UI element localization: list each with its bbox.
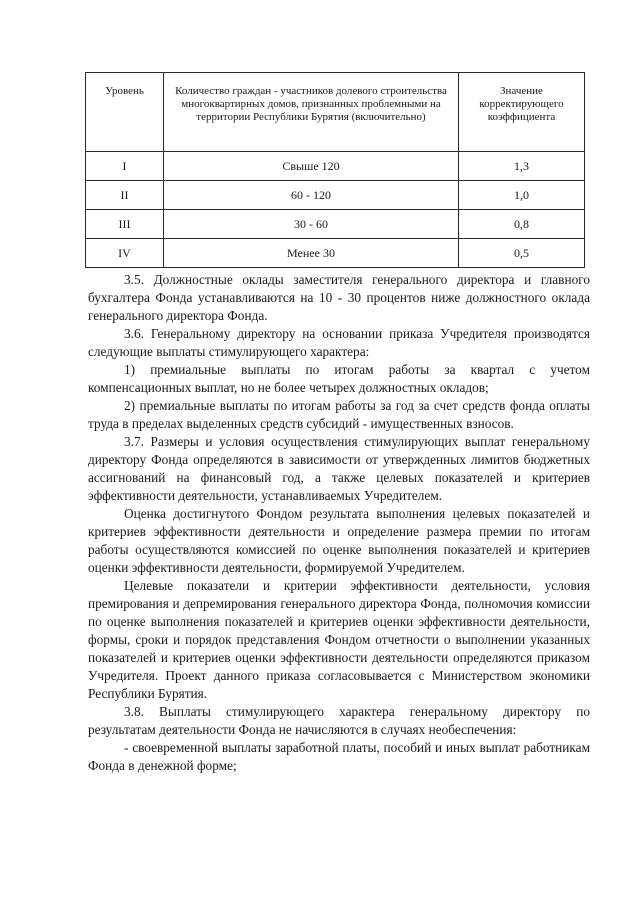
table-row (86, 152, 585, 181)
cell-coefficient: 1,3 (459, 152, 585, 181)
coefficient-table (85, 72, 585, 268)
paragraph-3-7: 3.7. Размеры и условия осуществления стимулирующих выплат генеральному директору Фонда определяются в зависимости от утвержденных лимитов бюджетных ассигнований на финансовый год, а также целевых показателей и критериев эффективности деятельности, устанавливаемых Учредителем. (88, 434, 590, 503)
cell-coefficient: 1,0 (459, 181, 585, 210)
document-body (88, 271, 590, 775)
paragraph-indicators: Целевые показатели и критерии эффективности деятельности, условия премирования и депремирования генерального директора Фонда, полномочия комиссии по оценке выполнения показателей и критериев оценки эффективности деятельности, формы, сроки и порядок представления Фондом отчетности о выполнении указанных показателей и критериев оценки эффективности деятельности определяются приказом Учредителя. Проект данного приказа согласовывается с Министерством экономики Республики Бурятия. (88, 578, 590, 701)
cell-count: 30 - 60 (164, 210, 459, 239)
cell-level: I (86, 152, 164, 181)
paragraph-list-item: - своевременной выплаты заработной платы, пособий и иных выплат работникам Фонда в денежной форме; (88, 740, 590, 773)
table-header-row (86, 73, 585, 152)
cell-level: IV (86, 239, 164, 268)
cell-count: 60 - 120 (164, 181, 459, 210)
cell-coefficient: 0,8 (459, 210, 585, 239)
paragraph-item-1: 1) премиальные выплаты по итогам работы за квартал с учетом компенсационных выплат, но не более четырех должностных окладов; (88, 362, 590, 395)
cell-coefficient: 0,5 (459, 239, 585, 268)
cell-count: Менее 30 (164, 239, 459, 268)
header-level: Уровень (86, 73, 164, 152)
paragraph-3-5: 3.5. Должностные оклады заместителя генерального директора и главного бухгалтера Фонда устанавливаются на 10 - 30 процентов ниже должностного оклада генерального директора Фонда. (88, 272, 590, 323)
cell-level: II (86, 181, 164, 210)
cell-count: Свыше 120 (164, 152, 459, 181)
paragraph-3-8: 3.8. Выплаты стимулирующего характера генеральному директору по результатам деятельности Фонда не начисляются в случаях необеспечения: (88, 704, 590, 737)
table-row (86, 210, 585, 239)
header-coefficient: Значение корректирующего коэффициента (459, 73, 585, 152)
table-row (86, 239, 585, 268)
paragraph-item-2: 2) премиальные выплаты по итогам работы за год за счет средств фонда оплаты труда в пределах выделенных средств субсидий - имущественных взносов. (88, 398, 590, 431)
paragraph-3-6: 3.6. Генеральному директору на основании приказа Учредителя производятся следующие выплаты стимулирующего характера: (88, 326, 590, 359)
table-row (86, 181, 585, 210)
header-count: Количество граждан - участников долевого строительства многоквартирных домов, признанных проблемными на территории Республики Бурятия (включительно) (164, 73, 459, 152)
cell-level: III (86, 210, 164, 239)
paragraph-evaluation: Оценка достигнутого Фондом результата выполнения целевых показателей и критериев эффективности деятельности и определение размера премии по итогам работы осуществляются комиссией по оценке выполнения показателей и критериев оценки эффективности деятельности, формируемой Учредителем. (88, 506, 590, 575)
